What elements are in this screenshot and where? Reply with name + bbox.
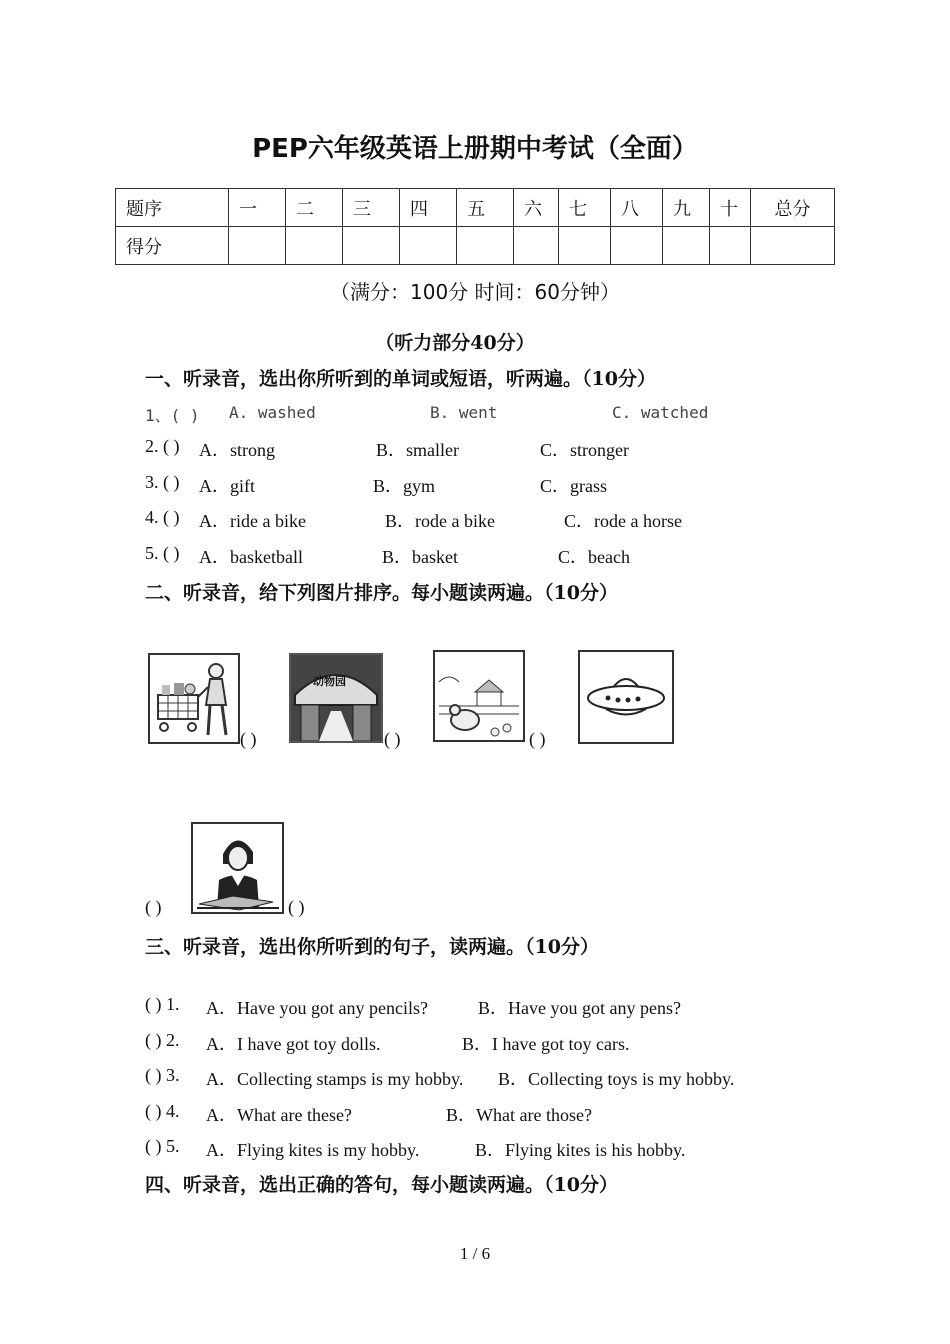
ufo-icon xyxy=(580,652,672,742)
question-number: 1、( ) xyxy=(145,406,200,425)
option-a: A．strong xyxy=(199,440,275,460)
option-c: C. watched xyxy=(612,403,709,422)
question-number: 3. ( ) xyxy=(145,472,180,492)
table-cell: 九 xyxy=(663,189,710,227)
option-b: B．Collecting toys is my hobby. xyxy=(498,1069,735,1089)
score-input-cell[interactable] xyxy=(400,227,457,265)
score-input-cell[interactable] xyxy=(286,227,343,265)
farm-picture xyxy=(433,650,525,742)
option-a: A．ride a bike xyxy=(199,511,306,531)
option-c: C．beach xyxy=(558,547,630,567)
zoo-gate-icon xyxy=(291,655,381,741)
score-table xyxy=(115,188,835,265)
option-b: B．gym xyxy=(373,476,436,496)
table-cell: 三 xyxy=(343,189,400,227)
page-title: PEP六年级英语上册期中考试（全面） xyxy=(252,134,698,164)
option-a: A．What are these? xyxy=(206,1105,352,1125)
score-input-cell[interactable] xyxy=(751,227,835,265)
score-input-cell[interactable] xyxy=(663,227,710,265)
option-a: A．Flying kites is my hobby. xyxy=(206,1140,420,1160)
option-b: B．rode a bike xyxy=(385,511,495,531)
option-a: A．Have you got any pencils? xyxy=(206,998,428,1018)
question-number: ( ) 1. xyxy=(145,994,180,1014)
table-cell: 得分 xyxy=(116,227,229,265)
table-cell: 八 xyxy=(611,189,663,227)
table-cell: 十 xyxy=(710,189,751,227)
score-input-cell[interactable] xyxy=(514,227,559,265)
woman-reading-icon xyxy=(193,824,282,912)
option-b: B．basket xyxy=(382,547,458,567)
question-number: 5. ( ) xyxy=(145,543,180,563)
score-input-cell[interactable] xyxy=(559,227,611,265)
page-number: 1 / 6 xyxy=(459,1244,491,1263)
option-a: A．Collecting stamps is my hobby. xyxy=(206,1069,464,1089)
option-c: C．rode a horse xyxy=(564,511,682,531)
question-number: 4. ( ) xyxy=(145,507,180,527)
table-cell: 题序 xyxy=(116,189,229,227)
zoo-picture xyxy=(289,653,383,743)
option-c: C．stronger xyxy=(540,440,629,460)
score-input-cell[interactable] xyxy=(611,227,663,265)
option-b: B．Have you got any pens? xyxy=(478,998,681,1018)
table-cell: 七 xyxy=(559,189,611,227)
question-number: ( ) 3. xyxy=(145,1065,180,1085)
score-table-header-row xyxy=(116,189,835,227)
score-input-cell[interactable] xyxy=(229,227,286,265)
table-cell: 五 xyxy=(457,189,514,227)
option-a: A．I have got toy dolls. xyxy=(206,1034,381,1054)
score-input-cell[interactable] xyxy=(457,227,514,265)
ufo-picture xyxy=(578,650,674,744)
zoo-sign-label: 动物园 xyxy=(313,675,346,688)
question-number: ( ) 5. xyxy=(145,1136,180,1156)
table-cell: 四 xyxy=(400,189,457,227)
table-cell: 六 xyxy=(514,189,559,227)
option-a: A. washed xyxy=(229,403,316,422)
farm-icon xyxy=(435,652,523,740)
order-blank[interactable]: ( ) xyxy=(384,729,401,749)
reading-picture xyxy=(191,822,284,914)
option-b: B．Flying kites is his hobby. xyxy=(475,1140,686,1160)
table-cell: 一 xyxy=(229,189,286,227)
order-blank[interactable]: ( ) xyxy=(529,729,546,749)
question-number: 2. ( ) xyxy=(145,436,180,456)
score-input-cell[interactable] xyxy=(710,227,751,265)
table-cell: 二 xyxy=(286,189,343,227)
option-c: C．grass xyxy=(540,476,607,496)
option-b: B. went xyxy=(430,403,498,422)
question-number: ( ) 2. xyxy=(145,1030,180,1050)
order-blank[interactable]: ( ) xyxy=(240,729,257,749)
option-b: B．smaller xyxy=(376,440,459,460)
score-input-cell[interactable] xyxy=(343,227,400,265)
order-blank[interactable]: ( ) xyxy=(145,897,162,917)
question-number: ( ) 4. xyxy=(145,1101,180,1121)
option-a: A．gift xyxy=(199,476,255,496)
score-table-score-row xyxy=(116,227,835,265)
listening-section-label: （听力部分40分） xyxy=(375,332,535,354)
part3-heading: 三、听录音，选出你所听到的句子，读两遍。（10分） xyxy=(145,936,599,958)
order-blank[interactable]: ( ) xyxy=(288,897,305,917)
exam-info: （满分：100分 时间：60分钟） xyxy=(330,280,620,304)
option-a: A．basketball xyxy=(199,547,303,567)
option-b: B．What are those? xyxy=(446,1105,592,1125)
part4-heading: 四、听录音，选出正确的答句，每小题读两遍。（10分） xyxy=(145,1174,618,1196)
option-b: B．I have got toy cars. xyxy=(462,1034,630,1054)
part2-heading: 二、听录音，给下列图片排序。每小题读两遍。（10分） xyxy=(145,582,618,604)
shopping-cart-icon xyxy=(150,655,238,742)
table-cell: 总分 xyxy=(751,189,835,227)
shopping-picture xyxy=(148,653,240,744)
part1-heading: 一、听录音，选出你所听到的单词或短语，听两遍。（10分） xyxy=(145,368,656,390)
